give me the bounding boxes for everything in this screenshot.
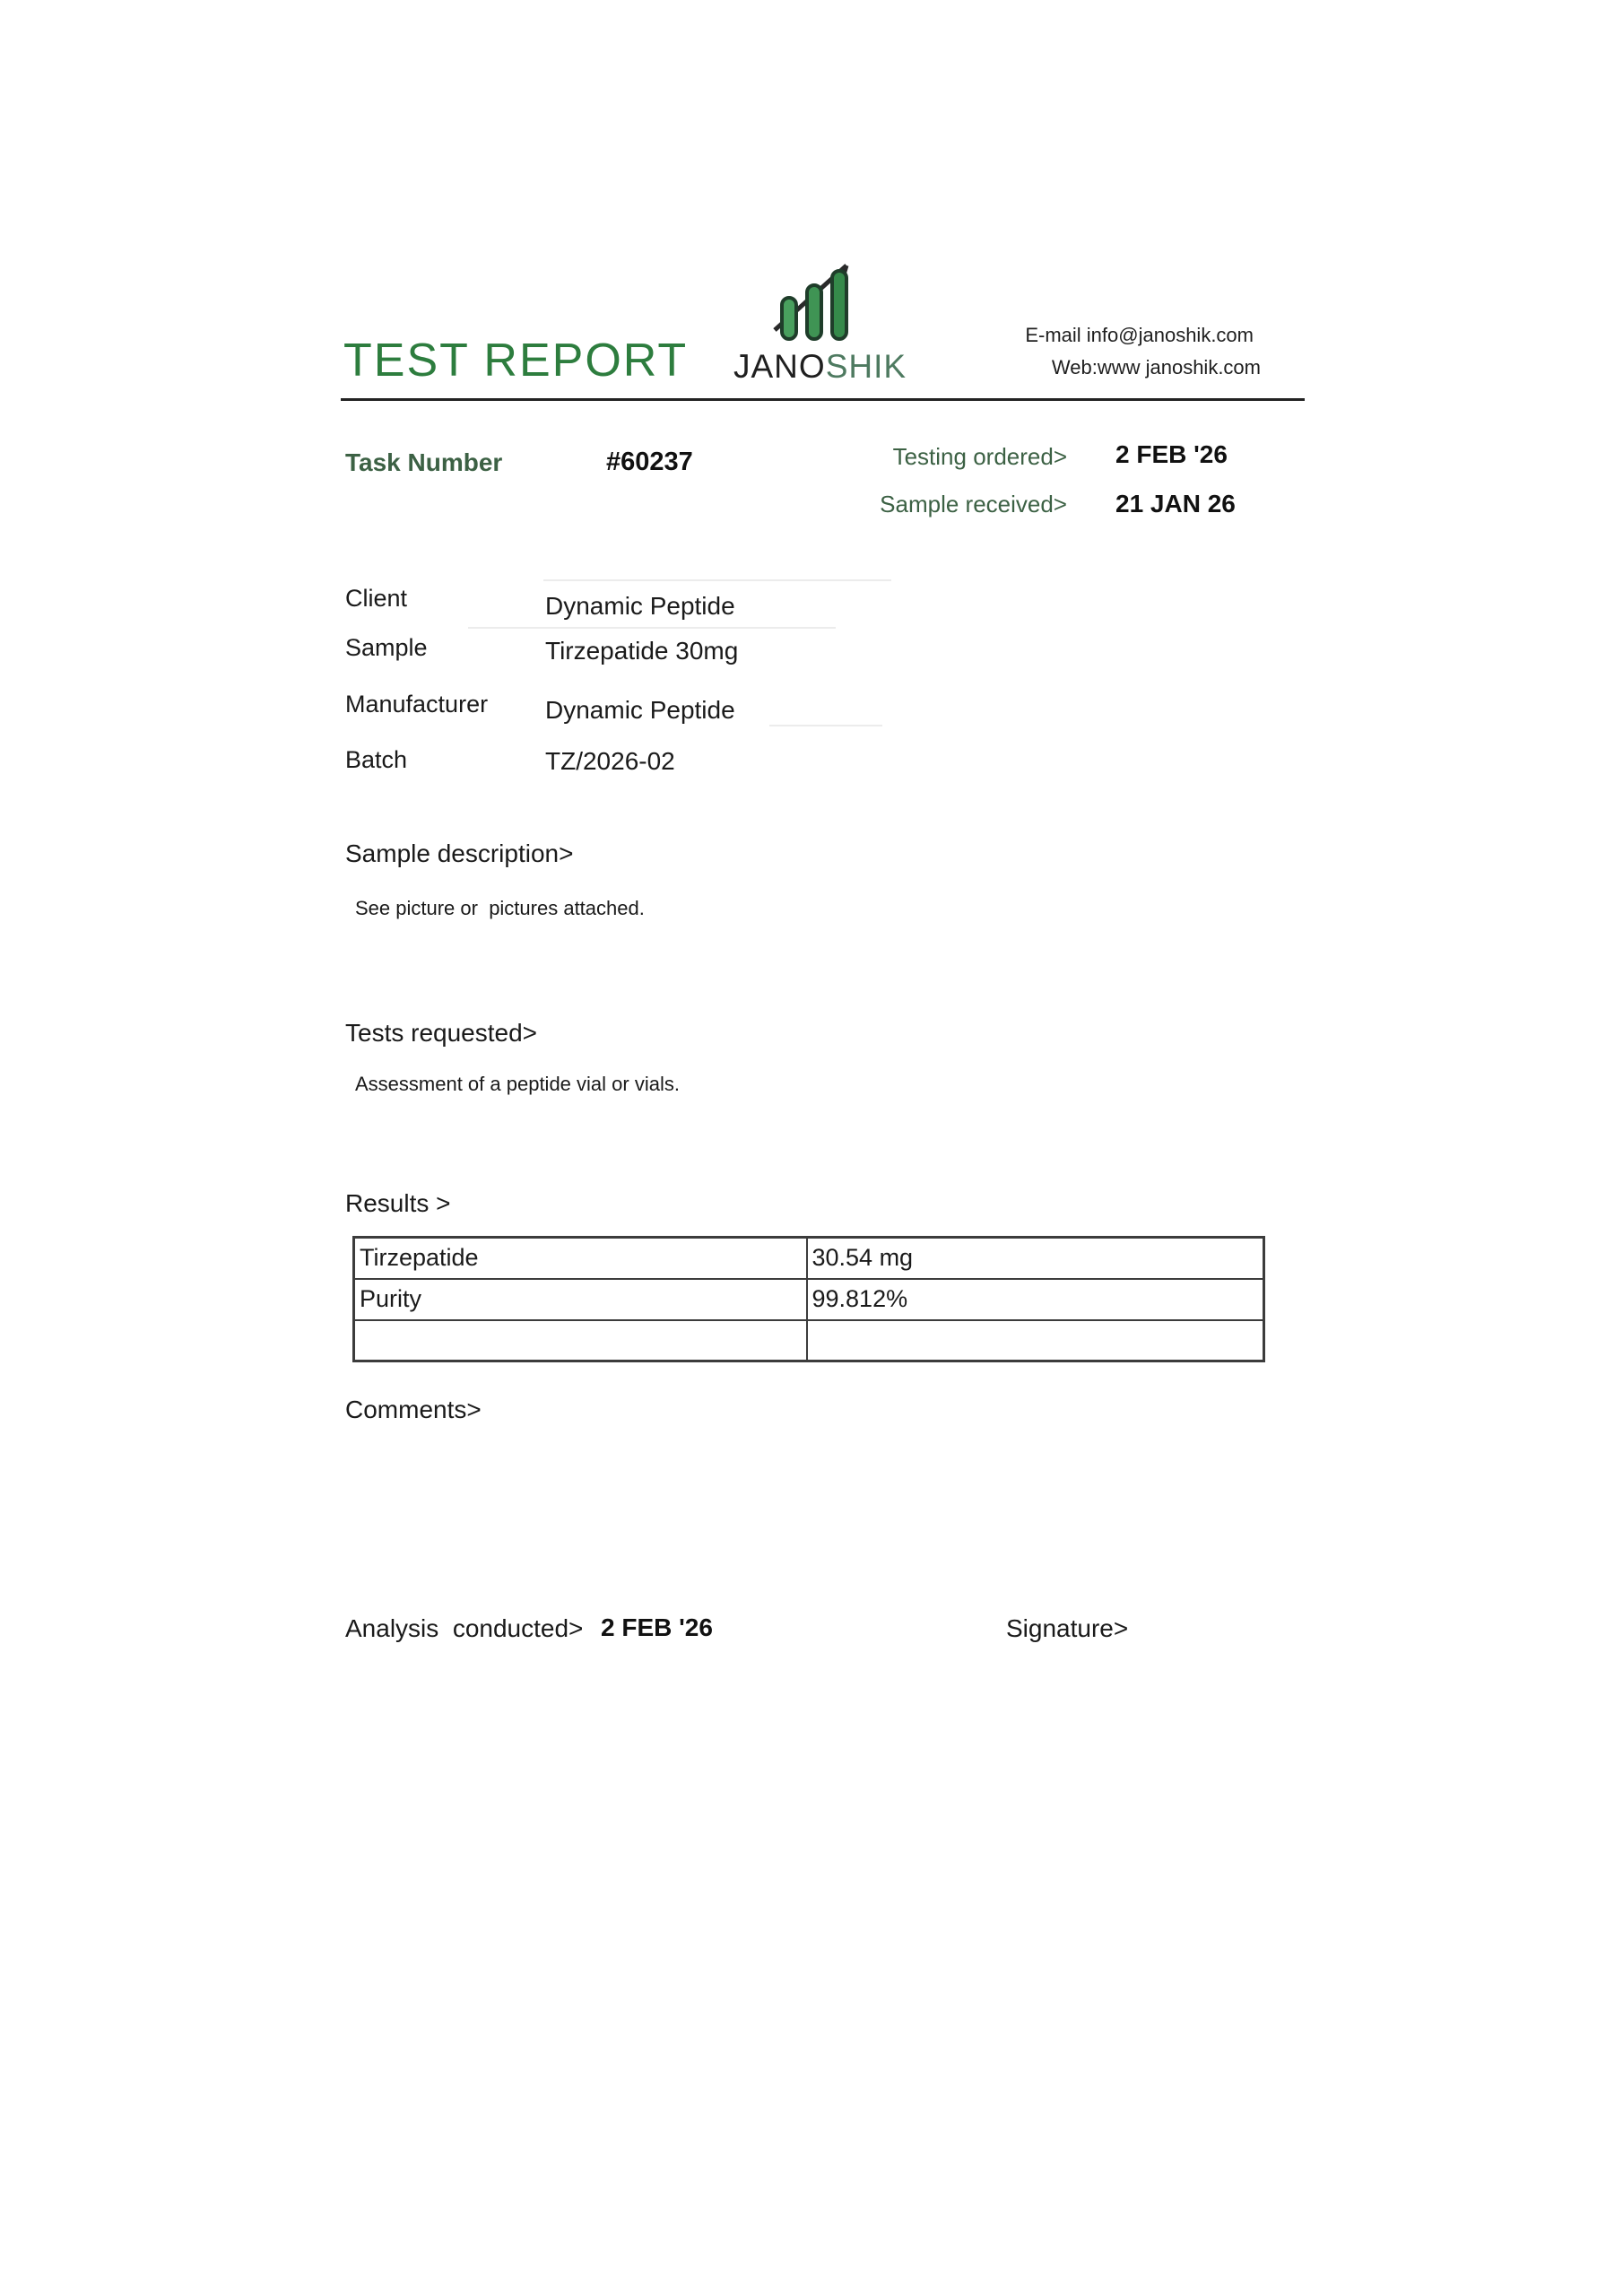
result-analyte: Purity xyxy=(354,1279,807,1320)
result-analyte: Tirzepatide xyxy=(354,1238,807,1279)
results-table xyxy=(352,1236,1265,1362)
sample-label: Sample xyxy=(345,634,428,661)
client-value: Dynamic Peptide xyxy=(545,592,735,620)
task-number-value: #60237 xyxy=(606,448,693,476)
brand-text-black: JANO xyxy=(733,348,826,385)
result-value xyxy=(807,1320,1264,1361)
analysis-conducted-label: Analysis conducted> xyxy=(345,1614,584,1642)
result-value: 30.54 mg xyxy=(807,1238,1264,1279)
brand-logo-text xyxy=(733,348,907,386)
web-line: Web:www janoshik.com xyxy=(1051,356,1261,378)
result-value: 99.812% xyxy=(807,1279,1264,1320)
tests-requested-text: Assessment of a peptide vial or vials. xyxy=(355,1073,680,1095)
batch-label: Batch xyxy=(345,746,408,773)
sample-received-value: 21 JAN 26 xyxy=(1115,490,1236,517)
growth-chart-icon xyxy=(771,260,861,343)
scan-artifact-line xyxy=(543,579,891,581)
sample-value: Tirzepatide 30mg xyxy=(545,637,739,665)
client-label: Client xyxy=(345,585,408,612)
analysis-conducted-value: 2 FEB '26 xyxy=(601,1613,713,1641)
scan-artifact-line xyxy=(769,725,882,726)
scan-artifact-line xyxy=(468,627,836,629)
header-divider xyxy=(341,398,1305,401)
sample-description-heading: Sample description> xyxy=(345,839,574,867)
result-analyte xyxy=(354,1320,807,1361)
sample-description-text: See picture or pictures attached. xyxy=(355,897,645,919)
brand-text-green: SHIK xyxy=(825,348,907,385)
manufacturer-value: Dynamic Peptide xyxy=(545,696,735,724)
email-line: E-mail info@janoshik.com xyxy=(1025,324,1254,346)
task-number-label: Task Number xyxy=(345,448,503,476)
tests-requested-heading: Tests requested> xyxy=(345,1019,538,1047)
testing-ordered-label: Testing ordered> xyxy=(892,443,1067,470)
sample-received-label: Sample received> xyxy=(880,491,1067,517)
signature-label: Signature> xyxy=(1006,1614,1129,1642)
table-row xyxy=(354,1279,1264,1320)
comments-heading: Comments> xyxy=(345,1396,482,1423)
testing-ordered-value: 2 FEB '26 xyxy=(1115,440,1228,468)
batch-value: TZ/2026-02 xyxy=(545,747,675,775)
results-heading: Results > xyxy=(345,1189,451,1217)
manufacturer-label: Manufacturer xyxy=(345,691,489,718)
table-row xyxy=(354,1238,1264,1279)
page-title: TEST REPORT xyxy=(343,335,689,387)
table-row xyxy=(354,1320,1264,1361)
